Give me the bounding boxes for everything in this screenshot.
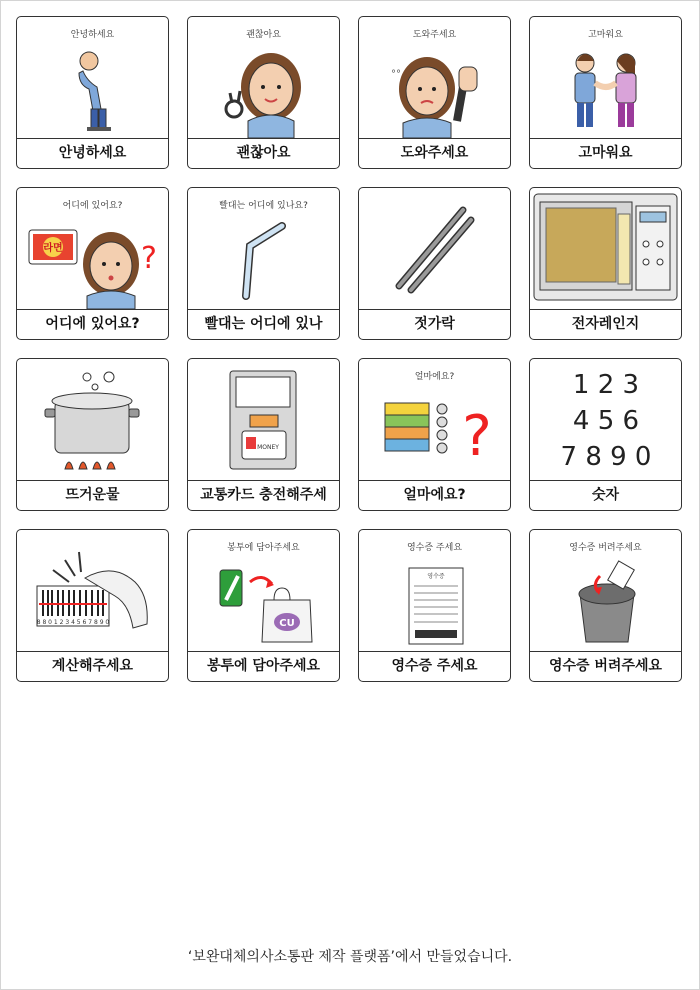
numbers-icon <box>530 359 681 480</box>
trash-can-icon <box>530 530 681 651</box>
can-and-bag-icon <box>188 530 339 651</box>
card-label: 안녕하세요 <box>17 138 168 168</box>
tmoney-label: MONEY <box>257 444 279 451</box>
card-how-much[interactable] <box>358 358 511 511</box>
card-label: 영수증 버려주세요 <box>530 651 681 681</box>
card-chopsticks[interactable] <box>358 187 511 340</box>
card-hot-water[interactable] <box>16 358 169 511</box>
numbers-row-2: 4 5 6 <box>572 406 640 436</box>
svg-text:?: ? <box>462 404 492 469</box>
card-label: 젓가락 <box>359 309 510 339</box>
card-hint: 안녕하세요 <box>70 30 115 40</box>
card-numbers[interactable] <box>529 358 682 511</box>
card-checkout[interactable] <box>16 529 169 682</box>
ok-gesture-icon <box>188 17 339 138</box>
barcode-scanner-icon <box>17 530 168 651</box>
card-help[interactable] <box>358 16 511 169</box>
card-hint: 영수증 버려주세요 <box>569 543 642 553</box>
card-hint: 고마워요 <box>588 30 623 40</box>
card-microwave[interactable] <box>529 187 682 340</box>
card-label: 뜨거운물 <box>17 480 168 510</box>
card-okay[interactable] <box>187 16 340 169</box>
numbers-row-1: 1 2 3 <box>572 370 640 400</box>
cu-label: CU <box>279 618 295 629</box>
bowing-person-icon <box>17 17 168 138</box>
money-question-icon <box>359 359 510 480</box>
card-label: 괜찮아요 <box>188 138 339 168</box>
card-hint: 괜찮아요 <box>246 30 281 40</box>
raised-hand-icon <box>359 17 510 138</box>
card-label: 얼마에요? <box>359 480 510 510</box>
svg-text:°°: °° <box>391 69 401 80</box>
card-discard-receipt[interactable] <box>529 529 682 682</box>
card-label: 어디에 있어요? <box>17 309 168 339</box>
card-label: 도와주세요 <box>359 138 510 168</box>
card-hello[interactable] <box>16 16 169 169</box>
ramen-label: 라면 <box>43 243 63 254</box>
card-thanks[interactable] <box>529 16 682 169</box>
card-label: 영수증 주세요 <box>359 651 510 681</box>
card-hint: 얼마에요? <box>414 372 455 382</box>
barcode-digits: 8 8 0 1 2 3 4 5 6 7 8 9 0 <box>36 619 110 626</box>
microwave-icon <box>530 188 681 309</box>
card-label: 봉투에 담아주세요 <box>188 651 339 681</box>
card-label: 고마워요 <box>530 138 681 168</box>
card-bag[interactable] <box>187 529 340 682</box>
card-label: 교통카드 충전해주세 <box>188 480 339 510</box>
card-receipt[interactable] <box>358 529 511 682</box>
card-label: 계산해주세요 <box>17 651 168 681</box>
card-label: 전자레인지 <box>530 309 681 339</box>
card-label: 빨대는 어디에 있나 <box>188 309 339 339</box>
card-hint: 어디에 있어요? <box>62 201 123 211</box>
card-label: 숫자 <box>530 480 681 510</box>
numbers-row-3: 7 8 9 0 <box>560 442 652 472</box>
card-hint: 빨대는 어디에 있나요? <box>219 201 308 211</box>
receipt-title: 영수증 <box>427 573 445 580</box>
receipt-icon <box>359 530 510 651</box>
card-straw[interactable] <box>187 187 340 340</box>
handshake-icon <box>530 17 681 138</box>
straw-icon <box>188 188 339 309</box>
card-where[interactable] <box>16 187 169 340</box>
card-transit-card[interactable] <box>187 358 340 511</box>
svg-text:?: ? <box>141 241 157 276</box>
where-question-icon <box>17 188 168 309</box>
card-hint: 봉투에 담아주세요 <box>227 543 300 553</box>
card-hint: 도와주세요 <box>412 30 457 40</box>
card-hint: 영수증 주세요 <box>406 543 463 553</box>
footer-credit: ‘보완대체의사소통판 제작 플랫폼’에서 만들었습니다. <box>187 949 513 965</box>
card-charging-machine-icon <box>188 359 339 480</box>
boiling-pot-icon <box>17 359 168 480</box>
chopsticks-icon <box>359 188 510 309</box>
